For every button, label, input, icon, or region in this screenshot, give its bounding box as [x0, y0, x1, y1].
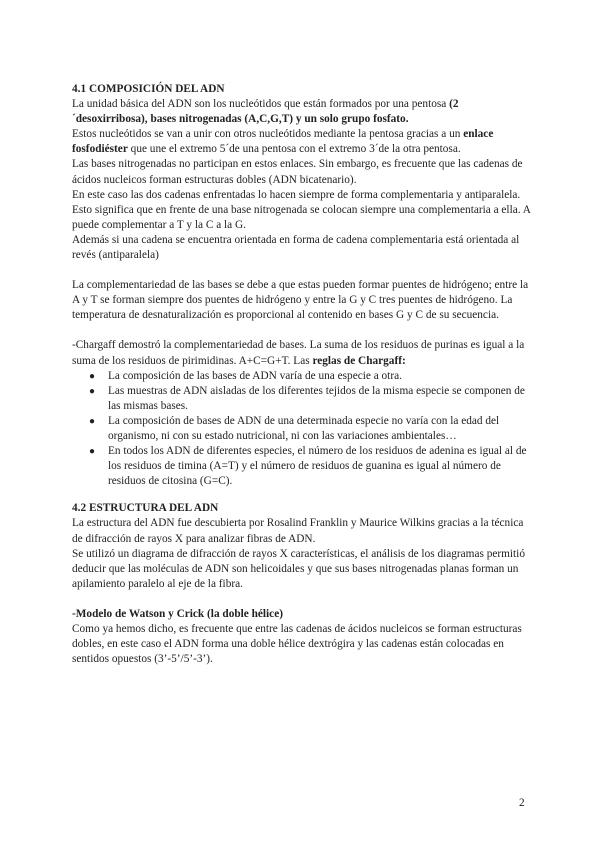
- spacer: [72, 323, 532, 338]
- subheading-watson-crick: -Modelo de Watson y Crick (la doble hélice): [72, 607, 283, 620]
- list-item: [72, 369, 532, 384]
- bullet-icon: ●: [89, 370, 96, 382]
- paragraph-doble-helice: Como ya hemos dicho, es frecuente que entre las cadenas de ácidos nucleicos se forman estructuras dobles, en este caso el ADN forma una doble hélice dextrógira y las cadenas están colocadas en sentidos opuestos (3’-5’/5’-3’).: [72, 623, 522, 666]
- bold-text: reglas de Chargaff:: [312, 354, 406, 367]
- bullet-icon: ●: [89, 415, 96, 427]
- list-item-text: Las muestras de ADN aisladas de los diferentes tejidos de la misma especie se componen de las mismas bases.: [108, 384, 525, 412]
- list-item-text: En todos los ADN de diferentes especies, el número de los residuos de adenina es igual al de los residuos de timina (A=T) y el número de residuos de guanina es igual al número de residuos de citosina (G=C).: [108, 445, 527, 488]
- paragraph-bases: Las bases nitrogenadas no participan en estos enlaces. Sin embargo, es frecuente que las cadenas de ácidos nucleicos forman estructuras dobles (ADN bicatenario).: [72, 158, 523, 186]
- list-item-text: La composición de las bases de ADN varía de una especie a otra.: [108, 369, 402, 382]
- paragraph-cadenas: En este caso las dos cadenas enfrentadas lo hacen siempre de forma complementaria y antiparalela. Esto significa que en frente de una base nitrogenada se colocan siempre una complementaria a ella. A puede complementar a T y la C a la G.: [72, 188, 531, 231]
- paragraph-enlace: [72, 127, 532, 157]
- section-heading-estructura: 4.2 ESTRUCTURA DEL ADN: [72, 502, 219, 515]
- spacer: [72, 263, 532, 278]
- paragraph-chargaff: [72, 338, 532, 368]
- list-item: [72, 384, 532, 414]
- section-heading-composicion: 4.1 COMPOSICIÓN DEL ADN: [72, 83, 225, 95]
- list-item: [72, 444, 532, 489]
- bold-text: enlace fosfodiéster: [72, 128, 494, 156]
- bold-text: (2´desoxirribosa), bases nitrogenadas (A,C,G,T) y un solo grupo fosfato.: [72, 98, 459, 126]
- page-number: 2: [519, 797, 525, 809]
- bullet-icon: ●: [89, 385, 96, 397]
- chargaff-rules-list: [72, 369, 532, 490]
- list-item-text: La composición de bases de ADN de una determinada especie no varía con la edad del organismo, ni con su estado nutricional, ni con las variaciones ambientales…: [108, 414, 500, 442]
- paragraph-descubrimiento: La estructura del ADN fue descubierta por Rosalind Franklin y Maurice Wilkins gracias a la técnica de difracción de rayos X para analizar fibras de ADN.: [72, 517, 524, 545]
- paragraph-difraccion: Se utilizó un diagrama de difracción de rayos X características, el análisis de los diagramas permitió deducir que las moléculas de ADN son helicoidales y que sus bases nitrogenadas planas forman un apilamiento paralelo al eje de la fibra.: [72, 547, 525, 590]
- document-page: [72, 82, 532, 667]
- paragraph-text: que une el extremo 5´de una pentosa con el extremo 3´de la otra pentosa.: [127, 143, 461, 156]
- spacer: [72, 592, 532, 607]
- paragraph-complementariedad: La complementariedad de las bases se debe a que estas pueden formar puentes de hidrógeno; entre la A y T se forman siempre dos puentes de hidrógeno y entre la G y C tres puentes de hidrógeno. La temperatura de desnaturalización es proporcional al contenido en bases G y C de su secuencia.: [72, 279, 529, 322]
- bullet-icon: ●: [89, 446, 96, 458]
- list-item: [72, 414, 532, 444]
- paragraph-unidad-basica: [72, 97, 532, 127]
- paragraph-antiparalela: Además si una cadena se encuentra orientada en forma de cadena complementaria está orientada al revés (antiparalela): [72, 233, 520, 262]
- spacer: [72, 489, 532, 501]
- paragraph-text: Estos nucleótidos se van a unir con otros nucleótidos mediante la pentosa gracias a un: [72, 128, 464, 141]
- paragraph-text: La unidad básica del ADN son los nucleótidos que están formados por una pentosa: [72, 98, 450, 111]
- paragraph-text: -Chargaff demostró la complementariedad de bases. La suma de los residuos de purinas es igual a la suma de los residuos de pirimidinas. A+C=G+T. Las: [72, 339, 525, 367]
